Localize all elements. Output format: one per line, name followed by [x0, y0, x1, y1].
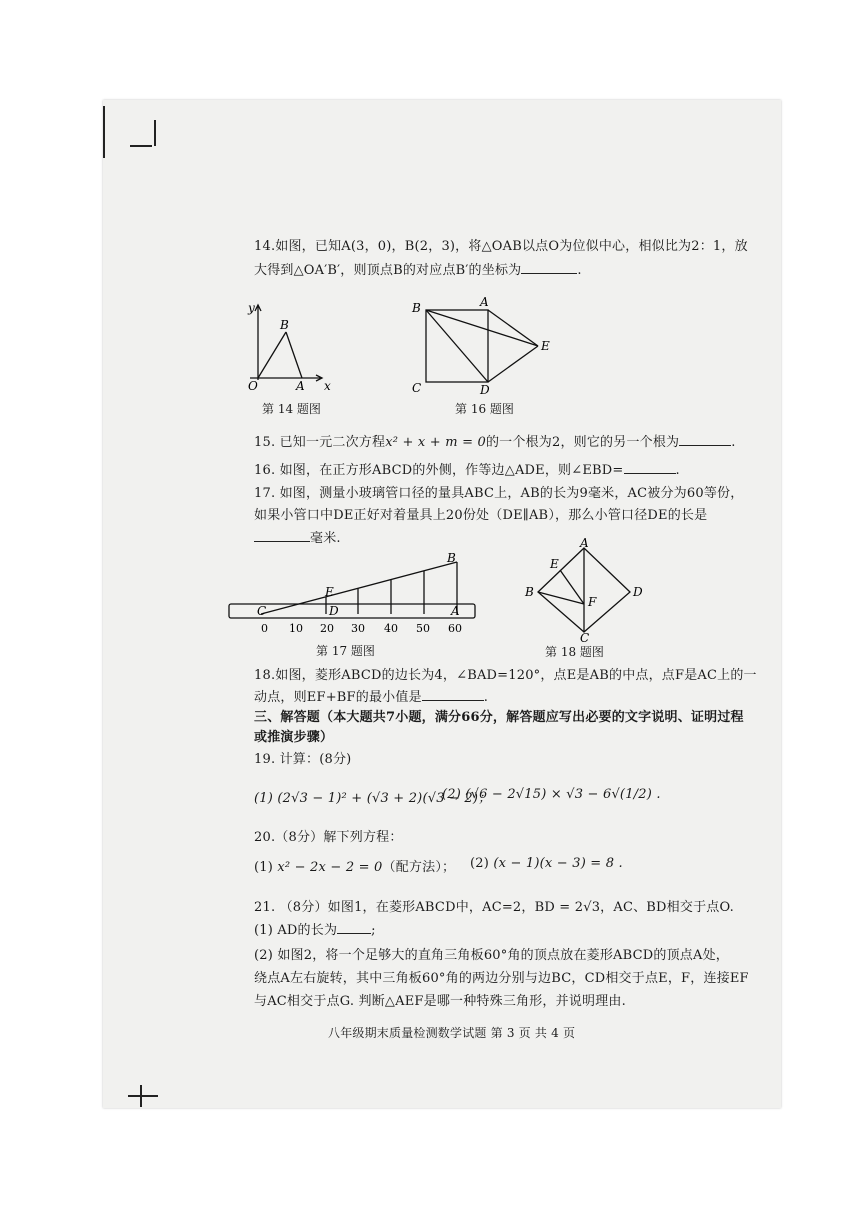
figure-18 [520, 538, 650, 642]
fig17-tick-30: 30 [351, 622, 365, 635]
fig14-label-y: y [248, 301, 255, 315]
page-footer: 八年级期末质量检测数学试题 第 3 页 共 4 页 [328, 1026, 576, 1040]
fig17-label-d: D [329, 604, 339, 618]
q20-part1-note: （配方法）； [382, 860, 456, 875]
q17-answer-blank [254, 529, 310, 542]
q17-line2: 如果小管口中DE正好对着量具上20份处（DE∥AB），那么小管口径DE的长是 [254, 508, 708, 523]
q15-answer-blank [679, 433, 731, 446]
q21-line2: (1) AD的长为 ; [254, 923, 376, 938]
q20-part1 [254, 856, 455, 875]
q20-part2-label: (2) [470, 856, 490, 871]
q20-part1-label: (1) [254, 860, 274, 875]
figure-17 [225, 552, 480, 640]
fig17-caption: 第 17 题图 [316, 644, 375, 658]
fig17-tick-50: 50 [416, 622, 430, 635]
fig17-tick-40: 40 [384, 622, 398, 635]
q19-part1: (1) (2√3 − 1)² + (√3 + 2)(√3 − 2)； [254, 791, 492, 806]
q18-line2: 动点，则EF+BF的最小值是 . [254, 690, 489, 705]
fig16-caption: 第 16 题图 [455, 402, 514, 416]
q14-line1: 14.如图，已知A(3，0)，B(2，3)，将△OAB以点O为位似中心，相似比为2：1，放 [254, 239, 748, 254]
crop-mark-bottom-dash [128, 1095, 158, 1097]
q18-answer-blank [422, 688, 484, 701]
q20-part1-equation: x² − 2x − 2 = 0 [277, 860, 383, 875]
q20-part2 [470, 856, 623, 871]
q17-line3 [254, 527, 341, 546]
q15-text-after: 的一个根为2，则它的另一个根为 [485, 435, 680, 450]
fig18-label-c: C [580, 631, 590, 642]
crop-mark-top-short [154, 120, 156, 146]
q20-part2-equation: (x − 1)(x − 3) = 8 . [493, 856, 623, 871]
fig16-label-c: C [412, 381, 422, 395]
q19-title: 19. 计算：(8分) [254, 752, 352, 767]
fig16-label-b: B [412, 301, 421, 315]
q18-line2-text: 动点，则EF+BF的最小值是 [254, 690, 422, 705]
q15-text-before: 15. 已知一元二次方程 [254, 435, 386, 450]
fig16-label-a: A [480, 296, 489, 309]
figure-14 [240, 296, 340, 396]
section3-heading-line2: 或推演步骤） [254, 730, 334, 745]
fig14-label-o: O [248, 379, 258, 393]
fig16-label-d: D [480, 383, 490, 397]
q17-line1: 17. 如图，测量小玻璃管口径的量具ABC上，AB的长为9毫米，AC被分为60等份， [254, 486, 744, 501]
fig18-label-e: E [550, 557, 559, 571]
q21-line1: 21. （8分）如图1，在菱形ABCD中，AC=2，BD = 2√3，AC、BD相交于点O. [254, 900, 734, 915]
fig14-label-x: x [324, 379, 331, 393]
fig17-tick-0: 0 [261, 622, 268, 635]
crop-mark-top-dash [130, 145, 152, 147]
fig18-label-f: F [588, 595, 597, 609]
q18-line1: 18.如图，菱形ABCD的边长为4，∠BAD=120°，点E是AB的中点，点F是AC上的一 [254, 668, 757, 683]
crop-mark-top-left [103, 106, 105, 158]
q17-line3-text: 毫米. [310, 531, 341, 546]
q21-line2-text: (1) AD的长为 [254, 923, 338, 938]
fig18-label-a: A [580, 538, 589, 550]
q21-line3: (2) 如图2，将一个足够大的直角三角板60°角的顶点放在菱形ABCD的顶点A处， [254, 948, 730, 963]
q15-line: 15. 已知一元二次方程x² + x + m = 0的一个根为2，则它的另一个根为 . [254, 435, 736, 450]
q16-line: 16. 如图，在正方形ABCD的外侧，作等边△ADE，则∠EBD= . [254, 463, 680, 478]
fig14-label-b: B [280, 318, 289, 332]
fig16-label-e: E [541, 339, 550, 353]
q20-title: 20.（8分）解下列方程： [254, 830, 403, 845]
fig18-label-b: B [525, 585, 534, 599]
fig17-label-a: A [451, 604, 460, 618]
fig17-label-b: B [447, 552, 456, 565]
section3-heading-line1: 三、解答题（本大题共7小题，满分66分，解答题应写出必要的文字说明、证明过程 [254, 710, 744, 725]
q16-answer-blank [624, 461, 676, 474]
q15-equation: x² + x + m = 0 [385, 435, 486, 450]
fig17-label-c: C [257, 604, 267, 618]
q21-line5: 与AC相交于点G. 判断△AEF是哪一种特殊三角形，并说明理由. [254, 994, 626, 1009]
fig18-caption: 第 18 题图 [545, 645, 604, 659]
fig17-tick-10: 10 [289, 622, 303, 635]
fig17-tick-60: 60 [448, 622, 462, 635]
fig14-caption: 第 14 题图 [262, 402, 321, 416]
q14-line2: 大得到△OA′B′，则顶点B的对应点B′的坐标为 . [254, 263, 582, 278]
fig17-tick-20: 20 [320, 622, 334, 635]
q19-part2: (2) (√6 − 2√15) × √3 − 6√(1/2) . [442, 787, 661, 802]
q16-text: 16. 如图，在正方形ABCD的外侧，作等边△ADE，则∠EBD= [254, 463, 624, 478]
fig14-label-a: A [296, 379, 305, 393]
fig18-label-d: D [633, 585, 643, 599]
q14-answer-blank [521, 261, 577, 274]
q21-line4: 绕点A左右旋转，其中三角板60°角的两边分别与边BC，CD相交于点E，F，连接EF [254, 971, 749, 986]
q14-line2-text: 大得到△OA′B′，则顶点B的对应点B′的坐标为 [254, 263, 522, 278]
q21-answer-blank [337, 921, 371, 934]
fig17-label-e: E [325, 585, 334, 599]
figure-16 [408, 296, 558, 398]
